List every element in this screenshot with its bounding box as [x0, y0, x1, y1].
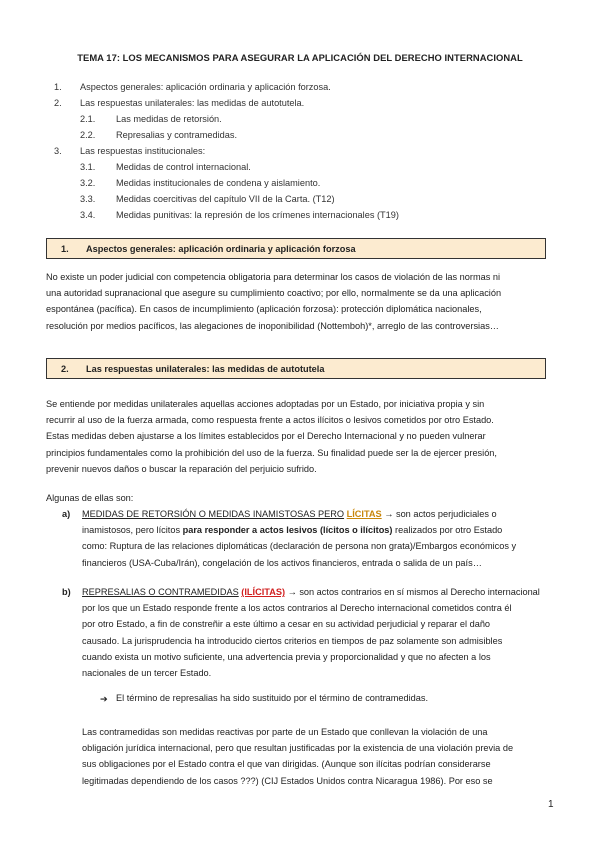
toc-number: 3.4.: [80, 210, 96, 220]
text-span: inamistosos, pero lícitos: [82, 525, 181, 536]
text-line: prevenir nuevos daños o buscar la reparación del perjuicio sufrido.: [46, 463, 317, 474]
text-line: No existe un poder judicial con competencia obligatoria para determinar los casos de violación de las normas ni: [46, 272, 501, 282]
text-line: Las contramedidas son medidas reactivas por parte de un Estado que conllevan la violación de una: [82, 727, 488, 737]
text-line: sus obligaciones por el Estado contra el que van dirigidas. (Aunque son ilícitas podrían considerarse: [82, 759, 491, 770]
item-a-retorsion: [82, 506, 562, 571]
toc-number: 2.2.: [80, 130, 96, 140]
bold-span: (lícitos o ilícitos): [319, 525, 393, 536]
text-line: financieros (USA-Cuba/Irán), congelación de los activos financieros, entrada o salida de un país…: [82, 557, 482, 568]
toc-number: 2.1.: [80, 114, 96, 124]
toc-number: 1.: [54, 82, 62, 92]
toc-text: Las medidas de retorsión.: [116, 114, 222, 124]
toc-number: 3.1.: [80, 162, 96, 172]
section-title: Aspectos generales: aplicación ordinaria y aplicación forzosa: [86, 244, 356, 254]
text-line: por los que un Estado responde frente a los actos contrarios al Derecho internacional cometidos contra él: [82, 603, 512, 614]
toc-number: 3.3.: [80, 194, 96, 204]
text-line: recurrir al uso de la fuerza armada, como respuesta frente a actos ilícitos o lesivos cometidos por otro Estado.: [46, 415, 494, 426]
section-heading-1: [46, 238, 546, 259]
toc-text: Las respuestas unilaterales: las medidas de autotutela.: [80, 98, 305, 108]
text-span: → son actos contrarios en sí mismos al Derecho internacional: [287, 587, 540, 597]
toc-number: 3.2.: [80, 178, 96, 188]
text-line: resolución por medios pacíficos, las alegaciones de inoponibilidad (Nottemboh)*, arreglo de las controversias…: [46, 320, 499, 331]
toc-text: Las respuestas institucionales:: [80, 146, 206, 156]
toc-number: 3.: [54, 146, 62, 156]
bold-span: para responder a actos lesivos: [182, 525, 318, 536]
item-b-represalias: [82, 584, 562, 681]
text-line: principios fundamentales como la prohibición del uso de la fuerza. Su finalidad puede ser la de ejercer presión,: [46, 447, 497, 458]
toc-number: 2.: [54, 98, 62, 108]
item-a-heading: MEDIDAS DE RETORSIÓN O MEDIDAS INAMISTOSAS PERO: [82, 509, 345, 519]
arrow-note: El término de represalias ha sido sustituido por el término de contramedidas.: [116, 693, 429, 703]
toc-text: Represalias y contramedidas.: [116, 130, 238, 140]
text-line: [82, 584, 562, 600]
ilicitas-highlight: (ILÍCITAS): [241, 587, 286, 597]
text-line: Se entiende por medidas unilaterales aquellas acciones adoptadas por un Estado, por iniciativa propia y sin: [46, 399, 485, 409]
text-line: como: Ruptura de las relaciones diplomáticas (declaración de persona non grata)/Embargos económicos y: [82, 541, 517, 552]
text-line: obligación jurídica internacional, pero que resultan justificadas por la existencia de una violación previa de: [82, 743, 514, 754]
licitas-highlight: LÍCITAS: [346, 509, 382, 519]
text-line: Estas medidas deben ajustarse a los límites establecidos por el Derecho Internacional y no pueden vulnerar: [46, 431, 486, 442]
section-number: 2.: [61, 364, 69, 374]
text-span: realizados por otro Estado: [395, 525, 503, 536]
toc-text: Medidas institucionales de condena y aislamiento.: [116, 178, 321, 188]
section-heading-2: [46, 358, 546, 379]
text-line: espontánea (pacífica). En casos de incumplimiento (aplicación forzosa): protección diplomática nacionales,: [46, 304, 482, 315]
toc-text: Medidas de control internacional.: [116, 162, 251, 172]
text-line: legitimadas dependiendo de los casos ???) (CIJ Estados Unidos contra Nicaragua 1986). Por eso se: [82, 775, 493, 786]
toc-text: Medidas coercitivas del capítulo VII de la Carta. (T12): [116, 194, 335, 204]
text-line: causado. La jurisprudencia ha introducido ciertos criterios en tiempos de paz solamente son admisibles: [82, 635, 503, 646]
intro-line: Algunas de ellas son:: [46, 493, 134, 503]
toc-text: Aspectos generales: aplicación ordinaria y aplicación forzosa.: [80, 82, 331, 92]
text-line: [82, 522, 562, 538]
item-label-a: a): [62, 509, 71, 519]
text-line: por otro Estado, a fin de constreñir a este último a cesar en su actividad perjudicial y reparar el daño: [82, 619, 491, 630]
section-number: 1.: [61, 244, 69, 254]
item-a-first-rest: → son actos perjudiciales o: [384, 509, 497, 519]
item-b-heading: REPRESALIAS O CONTRAMEDIDAS: [82, 587, 239, 597]
text-line: nacionales de un tercer Estado.: [82, 668, 212, 679]
text-line: una autoridad supranacional que asegure su cumplimiento coactivo; por ello, normalmente se da una aplicación: [46, 288, 502, 299]
page-number: 1: [548, 799, 554, 810]
section-title: Las respuestas unilaterales: las medidas de autotutela: [86, 364, 325, 374]
paragraph-contramedidas: [82, 724, 562, 789]
item-label-b: b): [62, 587, 71, 597]
paragraph-medidas-unilaterales: [46, 396, 556, 477]
arrow-bullet-icon: ➔: [100, 694, 108, 704]
text-line: [82, 506, 562, 522]
page-title: TEMA 17: LOS MECANISMOS PARA ASEGURAR LA APLICACIÓN DEL DERECHO INTERNACIONAL: [77, 52, 523, 63]
toc-text: Medidas punitivas: la represión de los crímenes internacionales (T19): [116, 210, 399, 220]
text-line: cuando exista un motivo suficiente, una advertencia previa y proporcionalidad y que no afecten a los: [82, 651, 491, 662]
paragraph-aspectos-generales: [46, 269, 556, 334]
